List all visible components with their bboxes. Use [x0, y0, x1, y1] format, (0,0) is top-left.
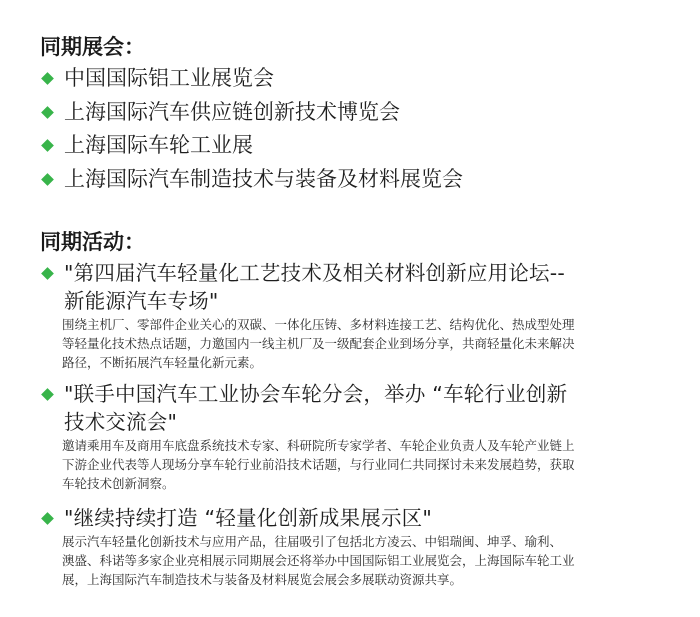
diamond-bullet-icon	[41, 72, 54, 85]
exhibition-item	[40, 129, 463, 163]
exhibition-name: 中国国际铝工业展览会	[64, 66, 274, 90]
diamond-bullet-icon	[41, 388, 54, 401]
activity-description-line: 路径，不断拓展汽车轻量化新元素。	[62, 355, 263, 370]
activity-description-line: 邀请乘用车及商用车底盘系统技术专家、科研院所专家学者、车轮企业负责人及车轮产业链上	[62, 438, 575, 453]
activity-title-line: "继续持续打造 “轻量化创新成果展示区"	[64, 506, 432, 530]
activity-item	[40, 259, 680, 372]
activity-description	[62, 315, 672, 372]
diamond-bullet-icon	[41, 139, 54, 152]
activity-description-line: 等轻量化技术热点话题，力邀国内一线主机厂及一级配套企业到场分享，共商轻量化未来解决	[62, 336, 575, 351]
diamond-bullet-icon	[41, 512, 54, 525]
activity-description	[62, 436, 672, 493]
exhibition-item	[40, 62, 463, 96]
activity-title	[64, 380, 567, 436]
activity-description-line: 下游企业代表等人现场分享车轮行业前沿技术话题，与行业同仁共同探讨未来发展趋势，获取	[62, 457, 575, 472]
exhibition-item	[40, 163, 463, 197]
exhibitions-list	[40, 62, 463, 196]
activity-item	[40, 380, 680, 493]
activity-item	[40, 504, 680, 589]
activity-title	[64, 259, 565, 315]
exhibition-name: 上海国际汽车制造技术与装备及材料展览会	[64, 166, 463, 191]
exhibition-name: 上海国际车轮工业展	[64, 133, 253, 157]
activity-title-line: 新能源汽车专场"	[64, 289, 219, 313]
activity-description-line: 车轮技术创新洞察。	[62, 476, 175, 491]
activities-heading: 同期活动：	[40, 230, 145, 254]
activity-title-line: 技术交流会"	[64, 410, 178, 434]
diamond-bullet-icon	[41, 267, 54, 280]
activity-description-line: 展，上海国际汽车制造技术与装备及材料展览会展会多展联动资源共享。	[62, 572, 463, 587]
exhibition-item	[40, 96, 463, 130]
exhibitions-heading: 同期展会：	[40, 35, 145, 59]
activity-description-line: 澳盛、科诺等多家企业亮相展示同期展会还将举办中国国际铝工业展览会，上海国际车轮工业	[62, 553, 575, 568]
exhibition-name: 上海国际汽车供应链创新技术博览会	[64, 99, 400, 124]
activity-description-line: 围绕主机厂、零部件企业关心的双碳、一体化压铸、多材料连接工艺、结构优化、热成型处理	[62, 317, 575, 332]
activity-title-line: "联手中国汽车工业协会车轮分会，举办 “车轮行业创新	[64, 382, 568, 406]
activity-description-line: 展示汽车轻量化创新技术与应用产品，往届吸引了包括北方凌云、中铝瑞闽、坤孚、瑜利、	[62, 534, 563, 549]
diamond-bullet-icon	[41, 106, 54, 119]
activity-title-line: "第四届汽车轻量化工艺技术及相关材料创新应用论坛--	[64, 261, 565, 285]
activity-description	[62, 532, 672, 589]
diamond-bullet-icon	[41, 173, 54, 186]
activity-title	[64, 504, 432, 532]
